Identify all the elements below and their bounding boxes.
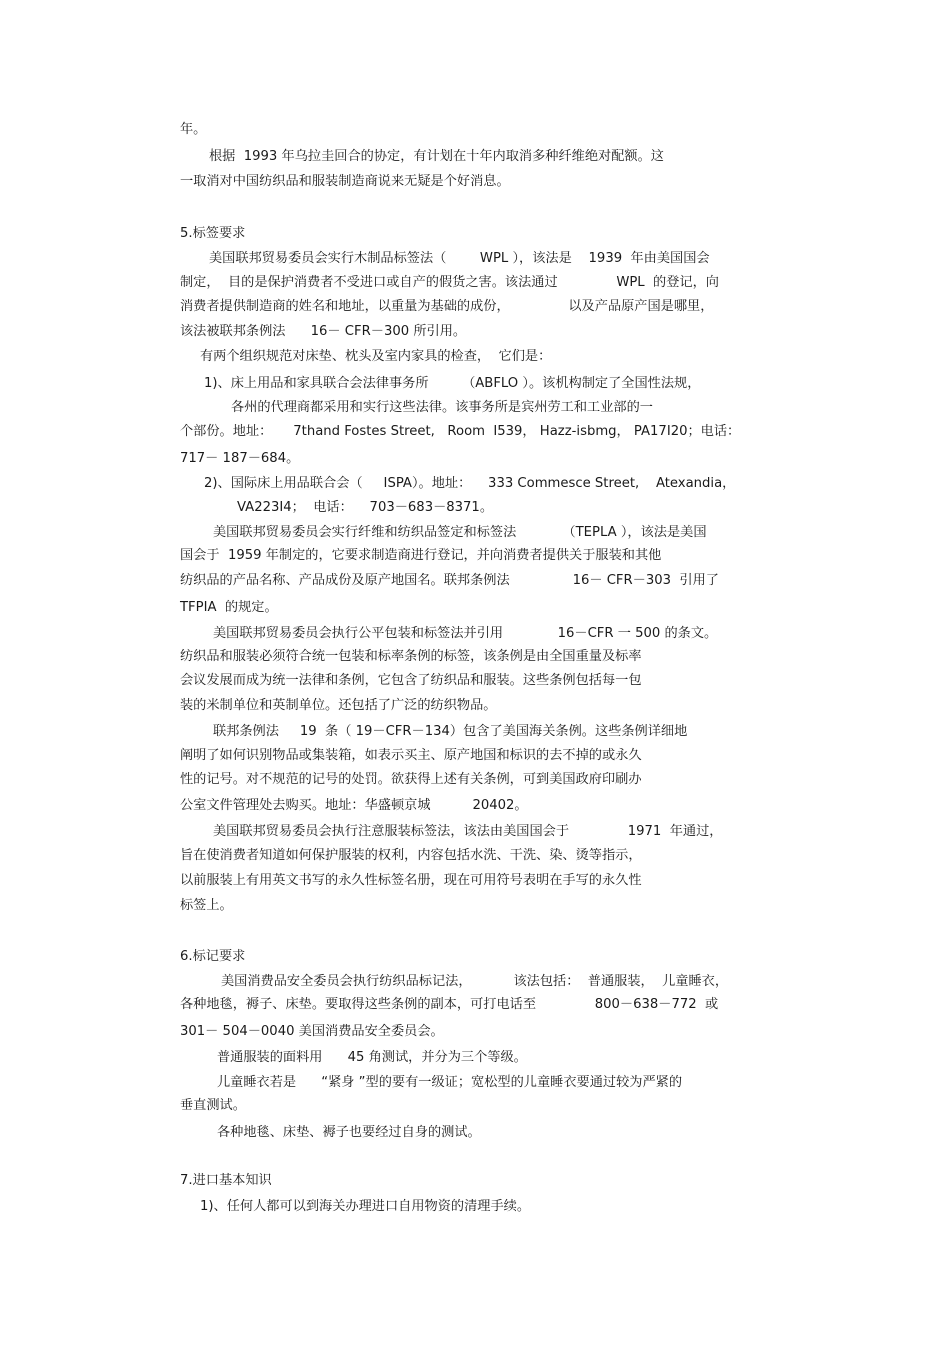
text-line: VA223I4； 电话： 703－683－8371。 (237, 500, 494, 515)
text-line: 会议发展而成为统一法律和条例，它包含了纺织品和服装。这些条例包括每一包 (180, 673, 642, 688)
text-line: 国会于 1959 年制定的，它要求制造商进行登记，并向消费者提供关于服装和其他 (180, 548, 662, 563)
text-line: 301－ 504－0040 美国消费品安全委员会。 (180, 1024, 444, 1039)
text-line: 旨在使消费者知道如何保护服装的权利，内容包括水洗、干洗、染、烫等指示， (180, 848, 642, 863)
text-line: 消费者提供制造商的姓名和地址，以重量为基础的成份， 以及产品原产国是哪里， (180, 299, 714, 314)
list-item: 1)、任何人都可以到海关办理进口自用物资的清理手续。 (200, 1199, 531, 1214)
list-item: 2)、国际床上用品联合会（ ISPA）。地址： 333 Commesce Street, Atexandia， (204, 476, 736, 491)
text-line: 阐明了如何识别物品或集装箱，如表示买主、原产地国和标识的去不掉的或永久 (180, 748, 642, 763)
text-line: 装的米制单位和英制单位。还包括了广泛的纺织物品。 (180, 698, 497, 713)
text-line: 美国联邦贸易委员会实行纤维和纺织品签定和标签法 （TEPLA ），该法是美国 (213, 525, 707, 540)
text-line: 一取消对中国纺织品和服装制造商说来无疑是个好消息。 (180, 174, 510, 189)
text-line: 个部份。地址： 7thand Fostes Street, Room I539， Hazz-isbmg， PA17I20；电话： (180, 424, 741, 439)
text-line: 儿童睡衣若是 “紧身 ”型的要有一级证；宽松型的儿童睡衣要通过较为严紧的 (217, 1075, 683, 1090)
text-line: 美国消费品安全委员会执行纺织品标记法， 该法包括： 普通服装， 儿童睡衣， (221, 974, 729, 989)
list-item: 1)、床上用品和家具联合会法律事务所 （ABFLO ）。该机构制定了全国性法规， (204, 376, 701, 391)
text-line: 以前服装上有用英文书写的永久性标签名册，现在可用符号表明在手写的永久性 (180, 873, 642, 888)
text-line: 联邦条例法 19 条（ 19－CFR－134）包含了美国海关条例。这些条例详细地 (213, 724, 688, 739)
text-line: 美国联邦贸易委员会实行木制品标签法（ WPL ），该法是 1939 年由美国国会 (209, 251, 710, 266)
text-line: 各种地毯、床垫、褥子也要经过自身的测试。 (217, 1125, 481, 1140)
section-heading: 6.标记要求 (180, 949, 246, 964)
text-line: 717－ 187－684。 (180, 451, 300, 466)
text-line: 垂直测试。 (180, 1098, 246, 1113)
text-line: 美国联邦贸易委员会执行公平包装和标签法并引用 16－CFR 一 500 的条文。 (213, 626, 718, 641)
text-line: 有两个组织规范对床垫、枕头及室内家具的检查， 它们是： (200, 349, 552, 364)
text-line: 各种地毯，褥子、床垫。要取得这些条例的副本，可打电话至 800－638－772 或 (180, 997, 719, 1012)
text-line: 公室文件管理处去购买。地址：华盛顿京城 20402。 (180, 798, 528, 813)
text-line: TFPIA 的规定。 (180, 600, 278, 615)
text-line: 纺织品和服装必须符合统一包装和标率条例的标签，该条例是由全国重量及标率 (180, 649, 642, 664)
text-line: 纺织品的产品名称、产品成份及原产地国名。联邦条例法 16－ CFR－303 引用了 (180, 573, 719, 588)
section-heading: 7.进口基本知识 (180, 1173, 272, 1188)
section-heading: 5.标签要求 (180, 226, 246, 241)
text-line: 年。 (180, 122, 207, 137)
text-line: 美国联邦贸易委员会执行注意服装标签法，该法由美国国会于 1971 年通过， (213, 824, 723, 839)
text-line: 性的记号。对不规范的记号的处罚。欲获得上述有关条例，可到美国政府印刷办 (180, 772, 642, 787)
text-line: 根据 1993 年乌拉圭回合的协定，有计划在十年内取消多种纤维绝对配额。这 (209, 149, 664, 164)
text-line: 标签上。 (180, 898, 233, 913)
text-line: 普通服装的面料用 45 角测试，并分为三个等级。 (217, 1050, 527, 1065)
text-line: 该法被联邦条例法 16－ CFR－300 所引用。 (180, 324, 467, 339)
text-line: 各州的代理商都采用和实行这些法律。该事务所是宾州劳工和工业部的一 (231, 400, 653, 415)
text-line: 制定， 目的是保护消费者不受进口或自产的假货之害。该法通过 WPL 的登记，向 (180, 275, 719, 290)
